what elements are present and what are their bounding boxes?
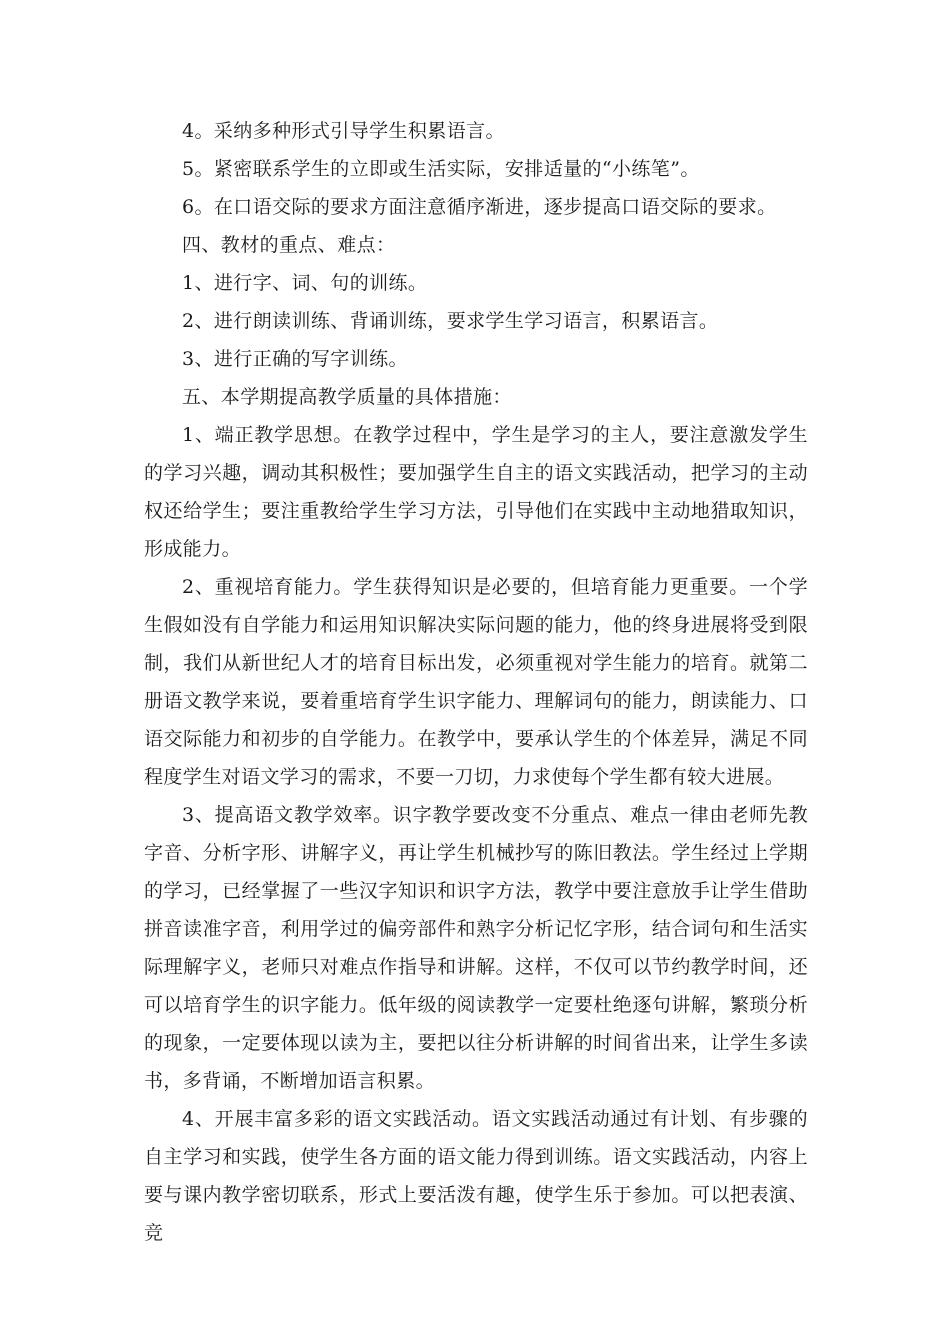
paragraph-item-4: 4。采纳多种形式引导学生积累语言。 [182, 120, 505, 142]
key-point-1: 1、进行字、词、句的训练。 [182, 272, 428, 294]
measure-paragraph-4: 4、开展丰富多彩的语文实践活动。语文实践活动通过有计划、有步骤的自主学习和实践，使学生各方面的语文能力得到训练。语文实践活动，内容上要与课内教学密切联系，形式上要活泼有趣，使学生乐于参加。可以把表演、竞 [144, 1108, 808, 1244]
document-body [144, 112, 808, 1252]
paragraph-item-5: 5。紧密联系学生的立即或生活实际，安排适量的“小练笔”。 [182, 158, 700, 180]
key-point-2: 2、进行朗读训练、背诵训练，要求学生学习语言，积累语言。 [182, 310, 719, 332]
measure-paragraph-2: 2、重视培育能力。学生获得知识是必要的，但培育能力更重要。一个学生假如没有自学能力和运用知识解决实际问题的能力，他的终身进展将受到限制，我们从新世纪人才的培育目标出发，必须重视对学生能力的培育。就第二册语文教学来说，要着重培育学生识字能力、理解词句的能力，朗读能力、口语交际能力和初步的自学能力。在教学中，要承认学生的个体差异，满足不同程度学生对语文学习的需求，不要一刀切，力求使每个学生都有较大进展。 [144, 576, 808, 788]
paragraph-item-6: 6。在口语交际的要求方面注意循序渐进，逐步提高口语交际的要求。 [182, 196, 777, 218]
key-point-3: 3、进行正确的写字训练。 [182, 348, 408, 370]
section-heading-measures: 五、本学期提高教学质量的具体措施： [182, 386, 512, 408]
measure-paragraph-1: 1、端正教学思想。在教学过程中，学生是学习的主人，要注意激发学生的学习兴趣，调动其积极性；要加强学生自主的语文实践活动，把学习的主动权还给学生；要注重教给学生学习方法，引导他们在实践中主动地猎取知识，形成能力。 [144, 424, 808, 560]
measure-paragraph-3: 3、提高语文教学效率。识字教学要改变不分重点、难点一律由老师先教字音、分析字形、讲解字义，再让学生机械抄写的陈旧教法。学生经过上学期的学习，已经掌握了一些汉字知识和识字方法，教学中要注意放手让学生借助拼音读准字音，利用学过的偏旁部件和熟字分析记忆字形，结合词句和生活实际理解字义，老师只对难点作指导和讲解。这样，不仅可以节约教学时间，还可以培育学生的识字能力。低年级的阅读教学一定要杜绝逐句讲解，繁琐分析的现象，一定要体现以读为主，要把以往分析讲解的时间省出来，让学生多读书，多背诵，不断增加语言积累。 [144, 804, 808, 1092]
section-heading-key-points: 四、教材的重点、难点： [182, 234, 396, 256]
